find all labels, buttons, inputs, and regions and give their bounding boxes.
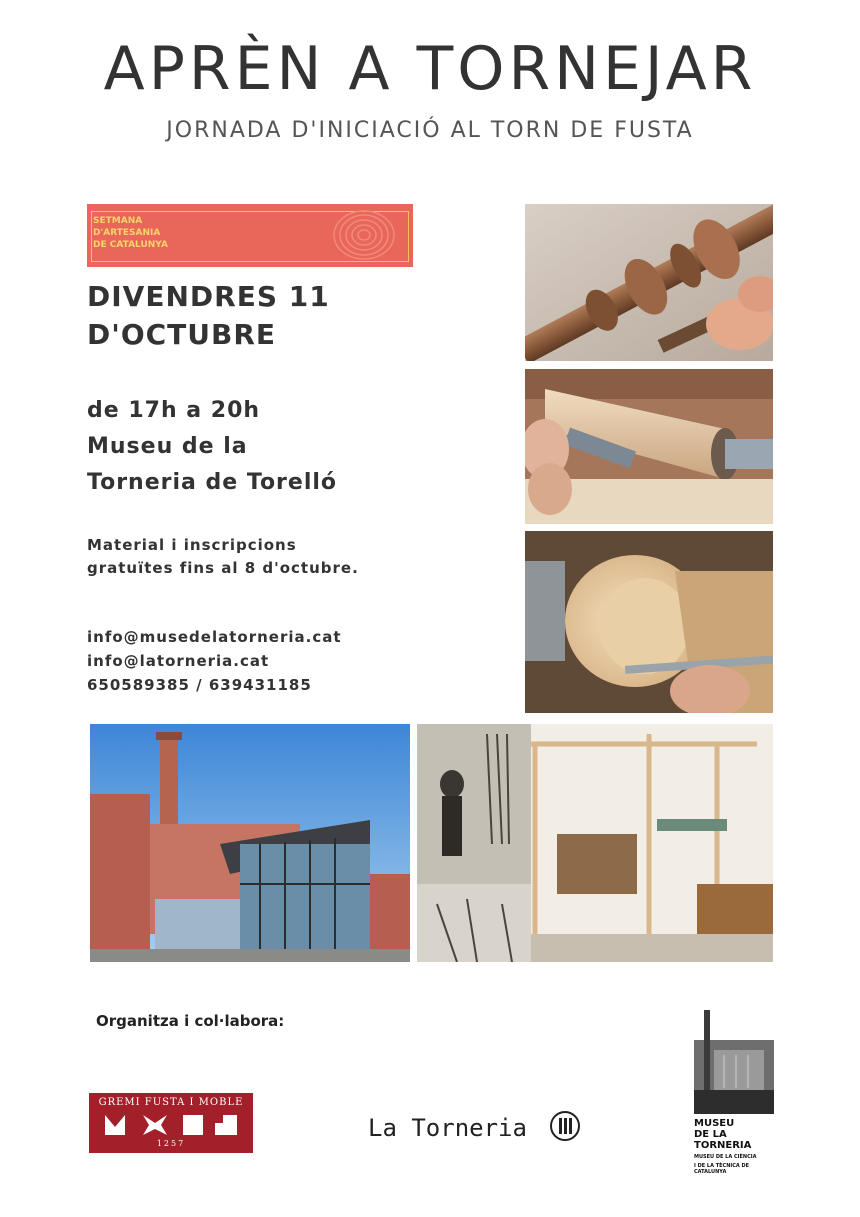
material-line1: Material i inscripcions — [87, 536, 297, 554]
event-time: de 17h a 20h — [87, 398, 261, 423]
photo-turning-image — [525, 369, 773, 524]
event-place-line2: Torneria de Torelló — [87, 470, 338, 495]
material-line2: gratuïtes fins al 8 d'octubre. — [87, 559, 359, 577]
badge-text — [93, 215, 168, 251]
museu-sub-line1: MUSEU DE LA CIÈNCIA — [694, 1154, 757, 1160]
setmana-artesania-badge — [87, 204, 413, 267]
museu-sub-line2: I DE LA TÈCNICA DE CATALUNYA — [694, 1163, 750, 1175]
page-subtitle: JORNADA D'INICIACIÓ AL TORN DE FUSTA — [166, 118, 694, 143]
gremi-title: GREMI FUSTA I MOBLE — [98, 1097, 244, 1108]
photo-spindle-image — [525, 204, 773, 361]
museu-torneria-logo — [694, 1010, 774, 1175]
event-date-line1: DIVENDRES 11 — [87, 280, 330, 313]
museu-name-line1: MUSEU — [694, 1118, 735, 1129]
badge-line: DE CATALUNYA — [93, 240, 168, 250]
badge-line: D'ARTESANIA — [93, 228, 161, 238]
organizers-label: Organitza i col·labora: — [96, 1012, 285, 1030]
contact-email-2[interactable]: info@latorneria.cat — [87, 652, 270, 670]
fingerprint-icon — [329, 210, 399, 260]
gremi-logo — [89, 1093, 253, 1153]
photo-bowl-image — [525, 531, 773, 713]
gremi-year: 1257 — [156, 1139, 186, 1148]
event-place-line1: Museu de la — [87, 434, 248, 459]
museu-name-line2: DE LA TORNERIA — [694, 1129, 752, 1151]
photo-spindle-turning — [525, 204, 773, 361]
photo-building-image — [90, 724, 410, 962]
torneria-emblem-icon — [549, 1110, 581, 1142]
page-title: APRÈN A TORNEJAR — [103, 34, 757, 104]
photo-exhibition-image — [417, 724, 773, 962]
museu-building-icon — [694, 1010, 774, 1114]
badge-line: SETMANA — [93, 216, 143, 226]
gremi-shapes-icon — [103, 1111, 239, 1137]
contact-email-1[interactable]: info@musedelatorneria.cat — [87, 628, 342, 646]
la-torneria-logo — [368, 1110, 581, 1142]
la-torneria-text: La Torneria — [368, 1114, 527, 1142]
contact-phones[interactable]: 650589385 / 639431185 — [87, 676, 312, 694]
photo-museum-building — [90, 724, 410, 962]
photo-bowl-turning — [525, 531, 773, 713]
photo-turning-tool — [525, 369, 773, 524]
event-date-line2: D'OCTUBRE — [87, 318, 277, 351]
photo-exhibition — [417, 724, 773, 962]
